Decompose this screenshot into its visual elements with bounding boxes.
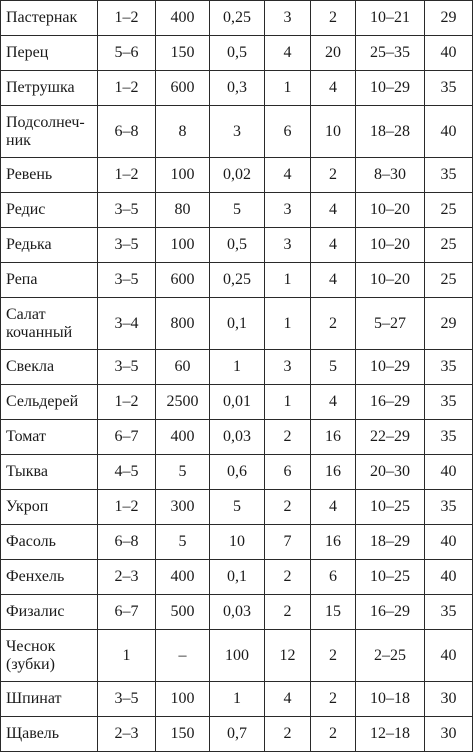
table-cell: 100 (210, 630, 265, 682)
table-cell: 5 (210, 490, 265, 525)
table-cell: 10 (311, 106, 356, 158)
table-row (1, 158, 473, 193)
table-cell: 20 (311, 36, 356, 71)
crop-name: Редис (6, 201, 46, 218)
table-cell: 4 (265, 682, 311, 717)
table-cell: 0,03 (210, 595, 265, 630)
crop-name: Чеснок (зубки) (6, 637, 56, 673)
table-cell: 16 (311, 455, 356, 490)
table-cell: 400 (156, 560, 210, 595)
table-row (1, 682, 473, 717)
crop-name: Редька (6, 236, 52, 253)
table-row (1, 560, 473, 595)
table-cell: 5 (156, 455, 210, 490)
table-cell: 3 (265, 350, 311, 385)
table-cell: 100 (156, 158, 210, 193)
crop-name: Подсолнеч- ник (6, 113, 85, 149)
table-cell: 60 (156, 350, 210, 385)
table-cell: 40 (425, 106, 473, 158)
table-cell: 1–2 (98, 158, 156, 193)
table-cell: 6 (265, 455, 311, 490)
table-cell: 3 (265, 1, 311, 36)
table-row (1, 263, 473, 298)
table-cell: 6 (265, 106, 311, 158)
table-cell: 4 (311, 71, 356, 106)
table-cell: 12 (265, 630, 311, 682)
table-cell: 0,1 (210, 298, 265, 350)
table-cell: 5 (210, 193, 265, 228)
table-cell: 4 (265, 36, 311, 71)
table-cell: 40 (425, 36, 473, 71)
table-cell: 30 (425, 717, 473, 752)
table-cell: 2 (311, 630, 356, 682)
table-cell: 0,1 (210, 560, 265, 595)
crop-name: Щавель (6, 725, 60, 742)
table-cell: 2 (311, 158, 356, 193)
table-cell: 40 (425, 525, 473, 560)
table-row (1, 193, 473, 228)
table-cell: 10–29 (356, 71, 425, 106)
table-cell: 1 (210, 682, 265, 717)
table-cell: 35 (425, 420, 473, 455)
table-cell: 2500 (156, 385, 210, 420)
table-row (1, 1, 473, 36)
table-cell: 5 (311, 350, 356, 385)
table-cell: 500 (156, 595, 210, 630)
table-cell: 4–5 (98, 455, 156, 490)
table-cell: 5–27 (356, 298, 425, 350)
table-cell: 400 (156, 420, 210, 455)
table-cell: 40 (425, 560, 473, 595)
table-cell: 10–18 (356, 682, 425, 717)
table-cell: 80 (156, 193, 210, 228)
table-cell: 3 (210, 106, 265, 158)
table-cell: 2 (265, 420, 311, 455)
table-row (1, 525, 473, 560)
table-cell: 10–20 (356, 263, 425, 298)
table-cell: 10–29 (356, 350, 425, 385)
table-cell: 6–8 (98, 106, 156, 158)
table-cell: 5–6 (98, 36, 156, 71)
table-cell: 10–21 (356, 1, 425, 36)
table-cell: 3 (265, 228, 311, 263)
table-row (1, 228, 473, 263)
table-cell: 6–8 (98, 525, 156, 560)
table-cell: 4 (265, 158, 311, 193)
table-cell: 10–20 (356, 228, 425, 263)
table-cell: 1 (265, 71, 311, 106)
table-cell: 0,25 (210, 263, 265, 298)
table-cell: 20–30 (356, 455, 425, 490)
table-cell: 18–28 (356, 106, 425, 158)
table-cell: 2–25 (356, 630, 425, 682)
crop-name: Свекла (6, 358, 55, 375)
table-cell: 4 (311, 385, 356, 420)
table-cell: 2 (311, 682, 356, 717)
table-cell: 6–7 (98, 420, 156, 455)
table-cell: 25 (425, 228, 473, 263)
table-cell: 2 (311, 717, 356, 752)
table-cell: 2 (265, 560, 311, 595)
table-cell: 1 (98, 630, 156, 682)
table-cell: 8–30 (356, 158, 425, 193)
table-cell: 35 (425, 71, 473, 106)
table-cell: 150 (156, 717, 210, 752)
table-cell: 16 (311, 420, 356, 455)
table-row (1, 490, 473, 525)
table-cell: 3–5 (98, 193, 156, 228)
table-cell: – (156, 630, 210, 682)
table-cell: 3–4 (98, 298, 156, 350)
table-cell: 0,5 (210, 36, 265, 71)
table-row (1, 350, 473, 385)
table-cell: 800 (156, 298, 210, 350)
table-cell: 100 (156, 682, 210, 717)
table-cell: 25–35 (356, 36, 425, 71)
table-cell: 35 (425, 158, 473, 193)
table-cell: 10–25 (356, 560, 425, 595)
table-cell: 16–29 (356, 595, 425, 630)
crop-name: Пастернак (6, 9, 78, 26)
table-body (1, 1, 473, 752)
crop-name: Петрушка (6, 79, 75, 96)
table-cell: 15 (311, 595, 356, 630)
table-cell: 3 (265, 193, 311, 228)
table-cell: 0,03 (210, 420, 265, 455)
table-row (1, 298, 473, 350)
crop-name: Тыква (6, 463, 48, 480)
table-cell: 1–2 (98, 490, 156, 525)
table-cell: 1 (265, 263, 311, 298)
table-cell: 6–7 (98, 595, 156, 630)
table-cell: 1 (265, 298, 311, 350)
table-row (1, 71, 473, 106)
table-cell: 25 (425, 263, 473, 298)
table-cell: 18–29 (356, 525, 425, 560)
table-cell: 2 (311, 298, 356, 350)
table-cell: 22–29 (356, 420, 425, 455)
table-cell: 1–2 (98, 1, 156, 36)
crop-name: Репа (6, 271, 38, 288)
table-cell: 2–3 (98, 717, 156, 752)
table-cell: 3–5 (98, 263, 156, 298)
table-cell: 16–29 (356, 385, 425, 420)
table-cell: 3–5 (98, 350, 156, 385)
table-cell: 10 (210, 525, 265, 560)
table-cell: 3–5 (98, 228, 156, 263)
table-cell: 29 (425, 298, 473, 350)
table-cell: 0,3 (210, 71, 265, 106)
table-cell: 2 (311, 1, 356, 36)
table-cell: 2 (265, 717, 311, 752)
table-row (1, 36, 473, 71)
table-cell: 40 (425, 630, 473, 682)
table-cell: 1 (265, 385, 311, 420)
table-cell: 600 (156, 71, 210, 106)
table-cell: 300 (156, 490, 210, 525)
table-row (1, 717, 473, 752)
table-row (1, 630, 473, 682)
crop-name: Ревень (6, 166, 53, 183)
crop-name: Фасоль (6, 533, 56, 550)
table-cell: 400 (156, 1, 210, 36)
table-cell: 35 (425, 490, 473, 525)
table-cell: 0,01 (210, 385, 265, 420)
table-cell: 35 (425, 350, 473, 385)
table-cell: 8 (156, 106, 210, 158)
table-cell: 4 (311, 490, 356, 525)
table-cell: 12–18 (356, 717, 425, 752)
table-cell: 0,02 (210, 158, 265, 193)
table-row (1, 385, 473, 420)
table-cell: 5 (156, 525, 210, 560)
table-cell: 30 (425, 682, 473, 717)
table-cell: 4 (311, 263, 356, 298)
table-row (1, 455, 473, 490)
table-cell: 1 (210, 350, 265, 385)
crop-name: Укроп (6, 498, 49, 515)
table-cell: 0,5 (210, 228, 265, 263)
table-cell: 35 (425, 595, 473, 630)
table-cell: 10–20 (356, 193, 425, 228)
table-row (1, 106, 473, 158)
table-cell: 10–25 (356, 490, 425, 525)
crop-name: Салат кочанный (6, 305, 73, 341)
table-cell: 0,7 (210, 717, 265, 752)
table-cell: 4 (311, 193, 356, 228)
table-cell: 25 (425, 193, 473, 228)
table-cell: 35 (425, 385, 473, 420)
table-cell: 4 (311, 228, 356, 263)
crop-name: Фенхель (6, 568, 65, 585)
table-cell: 2 (265, 595, 311, 630)
table-cell: 100 (156, 228, 210, 263)
table-cell: 40 (425, 455, 473, 490)
table-cell: 16 (311, 525, 356, 560)
table-cell: 1–2 (98, 385, 156, 420)
table-cell: 29 (425, 1, 473, 36)
table-cell: 6 (311, 560, 356, 595)
table-cell: 150 (156, 36, 210, 71)
table-row (1, 595, 473, 630)
table-cell: 3–5 (98, 682, 156, 717)
crop-name: Шпинат (6, 690, 62, 707)
crop-name: Физалис (6, 603, 65, 620)
crop-name: Сельдерей (6, 393, 79, 410)
table-cell: 2 (265, 490, 311, 525)
table-cell: 0,25 (210, 1, 265, 36)
table-row (1, 420, 473, 455)
table-cell: 600 (156, 263, 210, 298)
crop-name: Перец (6, 44, 49, 61)
table-cell: 1–2 (98, 71, 156, 106)
crop-name: Томат (6, 428, 46, 445)
table-cell: 7 (265, 525, 311, 560)
table-cell: 0,6 (210, 455, 265, 490)
table-cell: 2–3 (98, 560, 156, 595)
